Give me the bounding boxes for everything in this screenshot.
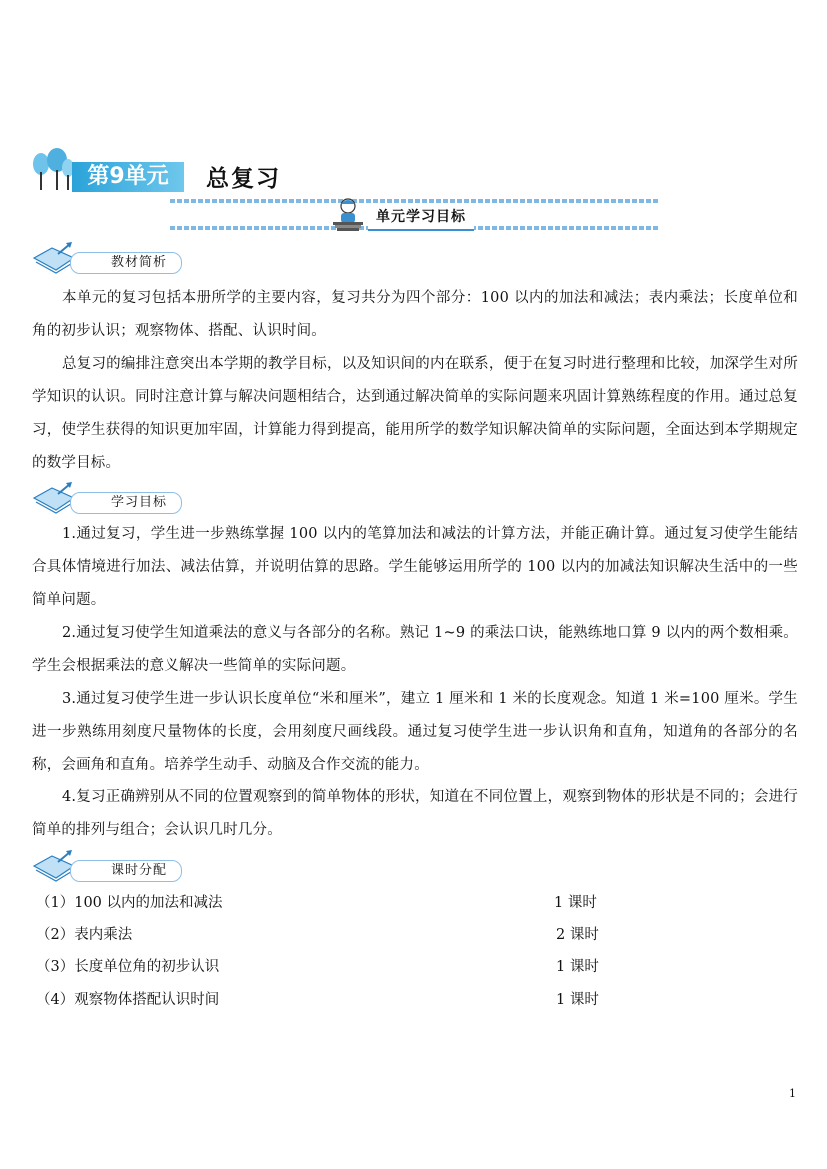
schedule-row-hours: 1 课时: [554, 895, 597, 911]
goal-item-2: 2.通过复习使学生知道乘法的意义与各部分的名称。熟记 1~9 的乘法口诀，能熟练地口算 9 以内的两个数相乘。学生会根据乘法的意义解决一些简单的实际问题。: [32, 625, 798, 674]
materials-paragraph-2: 总复习的编排注意突出本学期的教学目标，以及知识间的内在联系，便于在复习时进行整理和比较，加深学生对所学知识的认识。同时注意计算与解决问题相结合，达到通过解决简单的实际问题来巩固计算熟练程度的作用。通过总复习，使学生获得的知识更加牢固，计算能力得到提高，能用所学的数学知识解决简单的实际问题，全面达到本学期规定的数学目标。: [32, 356, 798, 471]
section-title-goals: 学习目标: [70, 492, 182, 514]
schedule-row-name: （1）100 以内的加法和减法: [36, 895, 223, 911]
schedule-row: [36, 951, 636, 983]
goal-item-3: 3.通过复习使学生进一步认识长度单位“米和厘米”，建立 1 厘米和 1 米的长度观念。知道 1 米=100 厘米。学生进一步熟练用刻度尺量物体的长度，会用刻度尺画线段。通过复习使学生进一步认识角和直角，知道角的各部分的名称，会画角和直角。培养学生动手、动脑及合作交流的能力。: [32, 691, 798, 773]
goal-item-4: 4.复习正确辨别从不同的位置观察到的简单物体的形状，知道在不同位置上，观察到物体的形状是不同的；会进行简单的排列与组合；会认识几时几分。: [32, 789, 798, 838]
schedule-row: [36, 919, 636, 951]
unit-goals-label: 单元学习目标: [368, 205, 474, 231]
schedule-row: [36, 887, 636, 919]
schedule-row-name: （4）观察物体搭配认识时间: [36, 992, 220, 1008]
schedule-row-hours: 1 课时: [556, 992, 599, 1008]
unit-tag: 第9单元: [72, 162, 184, 192]
trees-icon: [30, 148, 74, 192]
schedule-row-hours: 1 课时: [556, 959, 599, 975]
banner-divider-top: [170, 199, 660, 203]
section-title-materials: 教材简析: [70, 252, 182, 274]
unit-title: 总复习: [206, 166, 281, 192]
schedule-row-hours: 2 课时: [556, 927, 599, 943]
section-title-schedule: 课时分配: [70, 860, 182, 882]
schedule-row-name: （3）长度单位角的初步认识: [36, 959, 220, 975]
schedule-row-name: （2）表内乘法: [36, 927, 133, 943]
schedule-row: [36, 984, 636, 1016]
materials-paragraph-1: 本单元的复习包括本册所学的主要内容，复习共分为四个部分：100 以内的加法和减法；表内乘法；长度单位和角的初步认识；观察物体、搭配、认识时间。: [32, 290, 798, 339]
goal-item-1: 1.通过复习，学生进一步熟练掌握 100 以内的笔算加法和减法的计算方法，并能正确计算。通过复习使学生能结合具体情境进行加法、减法估算，并说明估算的思路。学生能够运用所学的 100 以内的加减法知识解决生活中的一些简单问题。: [32, 526, 798, 608]
page-number: 1: [789, 1087, 796, 1100]
student-reading-icon: [328, 196, 368, 234]
